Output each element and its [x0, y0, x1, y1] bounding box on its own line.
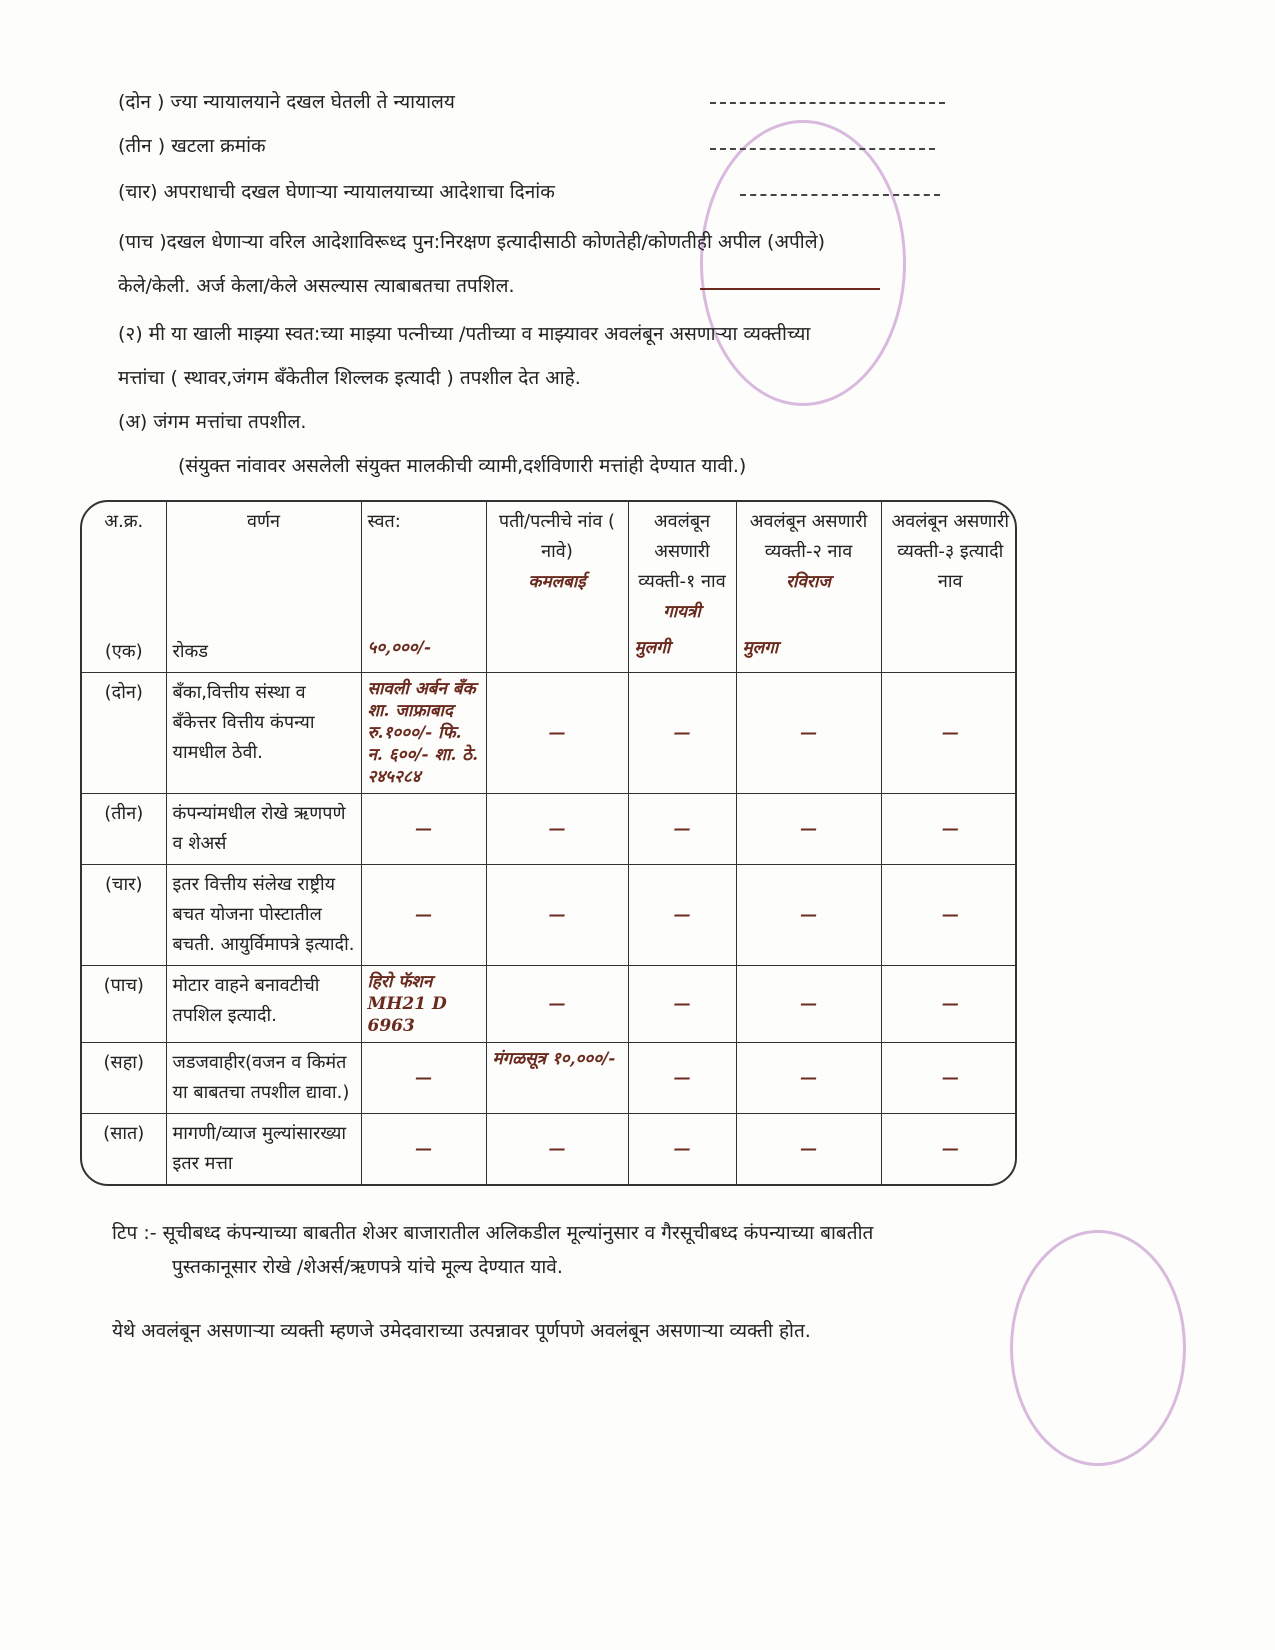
spouse-name: कमलबाई	[528, 572, 586, 592]
item-appeal: (पाच )दखल धेणाऱ्या वरिल आदेशाविरूध्द पुन:निरक्षण इत्यादीसाठी कोणतेही/कोणतीही अपील (अपीले)	[118, 231, 825, 253]
row-value: —	[881, 966, 1017, 1043]
row-description: कंपन्यांमधील रोखे ऋणपणे व शेअर्स	[166, 794, 361, 865]
row-value: —	[361, 1043, 486, 1114]
blank-line	[740, 194, 940, 196]
table-row	[82, 632, 1017, 673]
row-value: —	[881, 794, 1017, 865]
row-value: —	[881, 1043, 1017, 1114]
item-order-date: (चार) अपराधाची दखल घेणाऱ्या न्यायालयाच्या आदेशाचा दिनांक	[118, 181, 555, 203]
row-number: (पाच)	[82, 966, 166, 1043]
blank-line	[710, 102, 945, 104]
row-value: —	[361, 1114, 486, 1185]
row-value: —	[881, 865, 1017, 966]
movable-assets-table	[82, 502, 1017, 1184]
para-2: (२) मी या खाली माझ्या स्वत:च्या माझ्या पत्नीच्या /पतीच्या व माझ्यावर अवलंबून असणाऱ्या व्यक्तीच्या	[118, 323, 811, 345]
note-tip-cont: पुस्तकानूसार रोखे /शेअर्स/ऋणपत्रे यांचे मूल्य देण्यात यावे.	[172, 1256, 563, 1278]
note-dependents: येथे अवलंबून असणाऱ्या व्यक्ती म्हणजे उमेदवाराच्या उत्पन्नावर पूर्णपणे अवलंबून असणाऱ्या व्यक्ती होत.	[112, 1320, 811, 1342]
row-description: इतर वित्तीय संलेख राष्ट्रीय बचत योजना पोस्टातील बचती. आयुर्विमापत्रे इत्यादी.	[166, 865, 361, 966]
row-number: (सात)	[82, 1114, 166, 1185]
row-value: —	[486, 1114, 628, 1185]
para-2-cont: मत्तांचा ( स्थावर,जंगम बँकेतील शिल्लक इत्यादी ) तपशील देत आहे.	[118, 367, 581, 389]
row-value: —	[736, 966, 881, 1043]
row-value: मुलगी	[628, 632, 736, 673]
dep2-name: रविराज	[786, 572, 831, 592]
row-value: —	[486, 865, 628, 966]
row-value: —	[628, 1114, 736, 1185]
row-description: रोकड	[166, 632, 361, 673]
header-dep3: अवलंबून असणारी व्यक्ती-३ इत्यादी नाव	[881, 502, 1017, 632]
stamp-seal-2	[1010, 1230, 1186, 1466]
row-number: (एक)	[82, 632, 166, 673]
row-value: —	[361, 865, 486, 966]
row-value	[486, 632, 628, 673]
row-description: बँका,वित्तीय संस्था व बँकेत्तर वित्तीय कंपन्या यामधील ठेवी.	[166, 673, 361, 794]
table-row	[82, 1043, 1017, 1114]
row-value: —	[486, 673, 628, 794]
item-case-number: (तीन ) खटला क्रमांक	[118, 135, 266, 157]
row-value: —	[628, 865, 736, 966]
row-value: मंगळसूत्र १०,०००/-	[486, 1043, 628, 1114]
item-appeal-cont: केले/केली. अर्ज केला/केले असल्यास त्याबाबतचा तपशिल.	[118, 275, 515, 297]
row-number: (चार)	[82, 865, 166, 966]
row-value: —	[628, 673, 736, 794]
row-value: ५०,०००/-	[361, 632, 486, 673]
row-description: मागणी/व्याज मुल्यांसारख्या इतर मत्ता	[166, 1114, 361, 1185]
row-description: मोटार वाहने बनावटीची तपशिल इत्यादी.	[166, 966, 361, 1043]
hand-line	[700, 288, 880, 290]
header-dep2	[736, 502, 881, 632]
table-row	[82, 794, 1017, 865]
table-border	[80, 500, 1017, 1186]
table-and-notes	[80, 500, 1017, 1348]
header-dep1	[628, 502, 736, 632]
header-sr: अ.क्र.	[82, 502, 166, 632]
row-value: —	[736, 1043, 881, 1114]
row-value: —	[486, 966, 628, 1043]
row-value: —	[881, 673, 1017, 794]
dep1-name: गायत्री	[663, 602, 701, 622]
row-value: —	[361, 794, 486, 865]
row-number: (दोन)	[82, 673, 166, 794]
header-spouse	[486, 502, 628, 632]
row-number: (तीन)	[82, 794, 166, 865]
row-description: जडजवाहीर(वजन व किमंत या बाबतचा तपशील द्यावा.)	[166, 1043, 361, 1114]
row-value: —	[628, 794, 736, 865]
table-row	[82, 673, 1017, 794]
section-a: (अ) जंगम मत्तांचा तपशील.	[118, 411, 307, 433]
row-value: सावली अर्बन बँक शा. जाफ्राबाद रु.१०००/- फि. न. ६००/- शा. ठे. २४५२८४	[361, 673, 486, 794]
row-value: —	[736, 673, 881, 794]
blank-line	[710, 148, 935, 150]
header-desc: वर्णन	[166, 502, 361, 632]
item-court: (दोन ) ज्या न्यायालयाने दखल घेतली ते न्यायालय	[118, 91, 455, 113]
table-row	[82, 1114, 1017, 1185]
header-self: स्वत:	[361, 502, 486, 632]
row-value: —	[628, 966, 736, 1043]
note-tip: टिप :- सूचीबध्द कंपन्याच्या बाबतीत शेअर बाजारातील अलिकडील मूल्यांनुसार व गैरसूचीबध्द कंपन्याच्या बाबतीत	[112, 1222, 874, 1244]
row-value: —	[736, 794, 881, 865]
header-dep2-label: अवलंबून असणारी व्यक्ती-२ नाव	[749, 511, 868, 562]
row-value: —	[736, 865, 881, 966]
table-header-row	[82, 502, 1017, 632]
row-value: हिरो फॅशन MH21 D 6963	[361, 966, 486, 1043]
section-a-note: (संयुक्त नांवावर असलेली संयुक्त मालकीची व्यामी,दर्शविणारी मत्तांही देण्यात यावी.)	[178, 455, 747, 477]
table-row	[82, 966, 1017, 1043]
header-dep1-label: अवलंबून असणारी व्यक्ती-१ नाव	[638, 511, 726, 592]
row-number: (सहा)	[82, 1043, 166, 1114]
table-row	[82, 865, 1017, 966]
row-value: —	[486, 794, 628, 865]
row-value: —	[881, 1114, 1017, 1185]
row-value: मुलगा	[736, 632, 881, 673]
header-spouse-label: पती/पत्नीचे नांव ( नावे)	[498, 511, 616, 562]
row-value: —	[628, 1043, 736, 1114]
stamp-seal	[700, 120, 906, 406]
row-value	[881, 632, 1017, 673]
row-value: —	[736, 1114, 881, 1185]
